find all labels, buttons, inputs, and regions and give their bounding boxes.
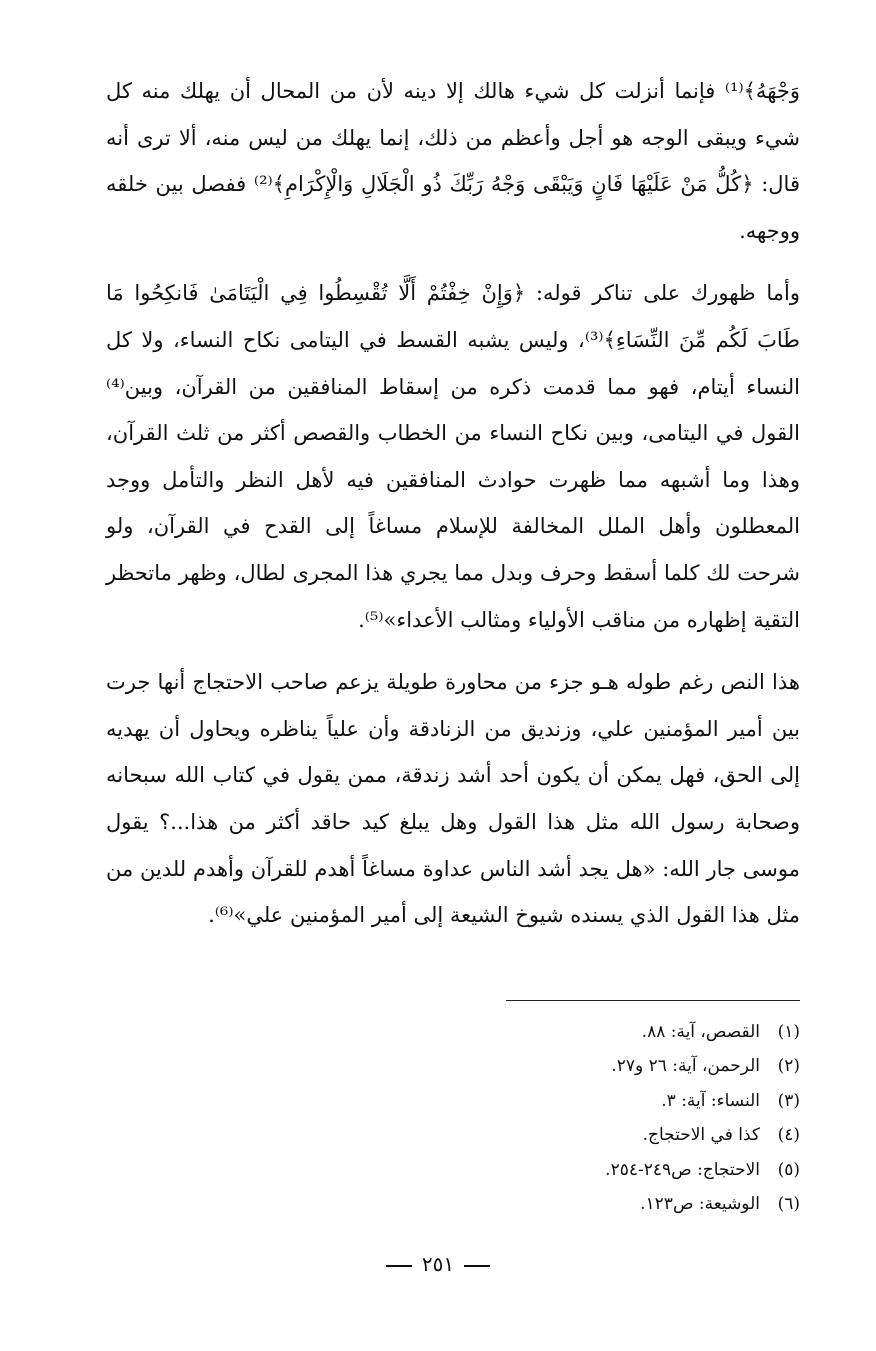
footnote-text: الوشيعة: ص١٢٣. [640,1194,760,1215]
footnote-item [380,1084,800,1118]
page-number [0,1252,876,1276]
footnote-text: الاحتجاج: ص٢٤٩-٢٥٤. [605,1159,760,1180]
paragraph-1: وَجْهَهُ﴾⁽¹⁾ فإنما أنزلت كل شيء هالك إلا دينه لأن من المحال أن يهلك منه كل شيء ويبقى الوجه هو أجل وأعظم من ذلك، إنما يهلك من ليس منه، ألا ترى أنه قال: ﴿كُلُّ مَنْ عَلَيْهَا فَانٍ وَيَبْقَى وَجْهُ رَبِّكَ ذُو الْجَلَالِ وَالْإِكْرَامِ﴾⁽²⁾ ففصل بين خلقه ووجهه. [106,79,800,243]
footnote-text: النساء: آية: ٣. [661,1090,760,1111]
paragraph-3: هذا النص رغم طوله هـو جزء من محاورة طويلة يزعم صاحب الاحتجاج أنها جرت بين أمير المؤمنين علي، وزنديق من الزنادقة وأن علياً يناظره ويحاول أن يهديه إلى الحق، فهل يمكن أن يكون أحد أشد زندقة، ممن يقول في كتاب الله سبحانه وصحابة رسول الله مثل هذا القول وهل يبلغ كيد حاقد أكثر من هذا...؟ يقول موسى جار الله: «هل يجد أشد الناس عداوة مساغاً أهدم للقرآن وأهدم للدين من مثل هذا القول الذي يسنده شيوخ الشيعة إلى أمير المؤمنين علي»⁽⁶⁾. [106,670,800,928]
paragraph-2: وأما ظهورك على تناكر قوله: ﴿وَإِنْ خِفْتُمْ أَلَّا تُقْسِطُوا فِي الْيَتَامَىٰ فَانكِحُوا مَا طَابَ لَكُم مِّنَ النِّسَاءِ﴾⁽³⁾، وليس يشبه القسط في اليتامى نكاح النساء، ولا كل النساء أيتام، فهو مما قدمت ذكره من إسقاط المنافقين من القرآن، وبين⁽⁴⁾ القول في اليتامى، وبين نكاح النساء من الخطاب والقصص أكثر من ثلث القرآن، وهذا وما أشبهه مما ظهرت حوادث المنافقين فيه لأهل النظر والتأمل ووجد المعطلون وأهل الملل المخالفة للإسلام مساغاً إلى القدح في القرآن، ولو شرحت لك كلما أسقط وحرف وبدل مما يجري هذا المجرى لطال، وظهر ماتحظر التقية إظهاره من مناقب الأولياء ومثالب الأعداء»⁽⁵⁾. [106,281,800,632]
page-number-dash-right [464,1265,490,1267]
footnote-number: (٦) [777,1194,800,1215]
footnote-item [380,1015,800,1049]
footnote-number: (٣) [777,1090,800,1111]
footnotes-list [380,1015,800,1221]
footnote-item [380,1153,800,1187]
main-text [106,68,800,939]
footnote-text: القصص، آية: ٨٨. [641,1022,760,1042]
footnote-divider [506,1000,800,1001]
footnote-item [380,1118,800,1152]
footnote-item [380,1049,800,1083]
footnote-text: كذا في الاحتجاج. [642,1125,760,1146]
footnote-number: (٥) [777,1159,800,1180]
footnote-number: (٢) [777,1056,800,1077]
page-number-value: ٢٥١ [421,1252,455,1276]
page-number-dash-left [386,1265,412,1267]
footnote-number: (١) [777,1022,800,1042]
footnote-text: الرحمن، آية: ٢٦ و٢٧. [611,1056,760,1077]
footnote-number: (٤) [777,1125,800,1146]
footnote-item [380,1187,800,1221]
